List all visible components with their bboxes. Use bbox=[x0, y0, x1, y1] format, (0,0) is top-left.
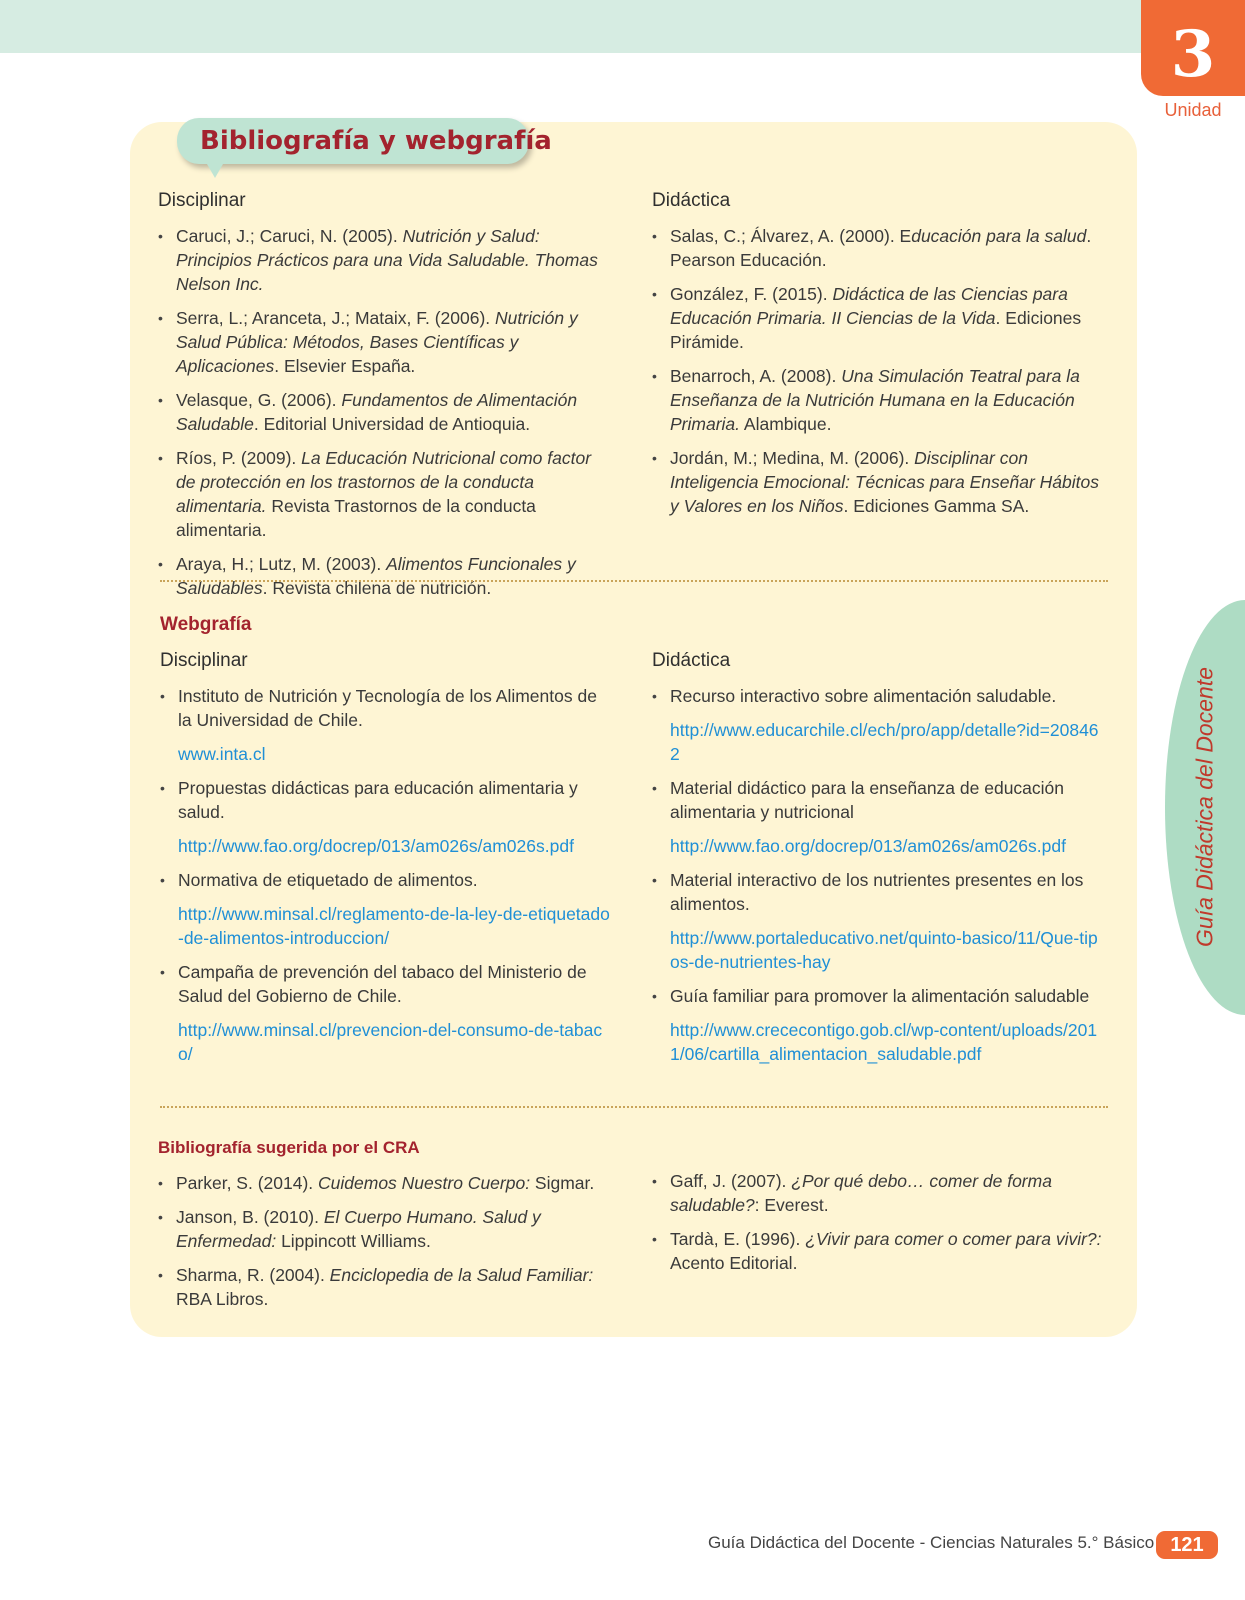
link[interactable]: http://www.portaleducativo.net/quinto-basico/11/Que-tipos-de-nutrientes-hay bbox=[670, 928, 1098, 972]
list-item: • Parker, S. (2014). Cuidemos Nuestro Cuerpo: Sigmar. bbox=[158, 1171, 613, 1195]
unit-label: Unidad bbox=[1164, 100, 1222, 120]
list-item: • Sharma, R. (2004). Enciclopedia de la Salud Familiar: RBA Libros. bbox=[158, 1263, 613, 1311]
list-item: • Jordán, M.; Medina, M. (2006). Disciplinar con Inteligencia Emocional: Técnicas para Enseñar Hábitos y Valores en los Niños. Ediciones Gamma SA. bbox=[652, 446, 1107, 518]
web-didactica-list bbox=[652, 684, 1107, 1066]
bib-didactica bbox=[652, 188, 1107, 518]
list-item: • Salas, C.; Álvarez, A. (2000). Educación para la salud. Pearson Educación. bbox=[652, 224, 1107, 272]
list-item: • Benarroch, A. (2008). Una Simulación Teatral para la Enseñanza de la Nutrición Humana en la Educación Primaria. Alambique. bbox=[652, 364, 1107, 436]
cra-left-list bbox=[158, 1171, 613, 1311]
bib-didactica-list bbox=[652, 224, 1107, 518]
unit-number-tab: 3 bbox=[1141, 0, 1245, 96]
link[interactable]: http://www.educarchile.cl/ech/pro/app/detalle?id=208462 bbox=[670, 720, 1099, 764]
list-item: • Serra, L.; Aranceta, J.; Mataix, F. (2006). Nutrición y Salud Pública: Métodos, Bases Científicas y Aplicaciones. Elsevier España. bbox=[158, 306, 613, 378]
cra-heading: Bibliografía sugerida por el CRA bbox=[158, 1138, 420, 1157]
list-item: • Guía familiar para promover la alimentación saludable http://www.crececontigo.gob.cl/wp-content/uploads/2011/06/cartilla_alimentacion_saludable.pdf bbox=[652, 984, 1107, 1066]
list-item: • Propuestas didácticas para educación alimentaria y salud. http://www.fao.org/docrep/013/am026s/am026s.pdf bbox=[160, 776, 615, 858]
cra-left bbox=[158, 1135, 613, 1311]
list-item: • Tardà, E. (1996). ¿Vivir para comer o comer para vivir?: Acento Editorial. bbox=[652, 1227, 1107, 1275]
list-item: • Recurso interactivo sobre alimentación saludable. http://www.educarchile.cl/ech/pro/app/detalle?id=208462 bbox=[652, 684, 1107, 766]
web-didactica bbox=[652, 648, 1107, 1066]
web-didactica-heading: Didáctica bbox=[652, 650, 731, 671]
divider bbox=[160, 1106, 1108, 1108]
list-item: • Normativa de etiquetado de alimentos. http://www.minsal.cl/reglamento-de-la-ley-de-etiquetado-de-alimentos-introduccion/ bbox=[160, 868, 615, 950]
divider bbox=[160, 580, 1108, 582]
list-item: • Material interactivo de los nutrientes presentes en los alimentos. http://www.portaleducativo.net/quinto-basico/11/Que-tipos-de-nutrientes-hay bbox=[652, 868, 1107, 974]
list-item: • Velasque, G. (2006). Fundamentos de Alimentación Saludable. Editorial Universidad de Antioquia. bbox=[158, 388, 613, 436]
web-disciplinar-list bbox=[160, 684, 615, 1066]
link[interactable]: http://www.crececontigo.gob.cl/wp-content/uploads/2011/06/cartilla_alimentacion_saludable.pdf bbox=[670, 1020, 1098, 1064]
webgrafia-heading: Webgrafía bbox=[160, 614, 252, 635]
list-item: • Campaña de prevención del tabaco del Ministerio de Salud del Gobierno de Chile. http://www.minsal.cl/prevencion-del-consumo-de-tabaco/ bbox=[160, 960, 615, 1066]
list-item: • Araya, H.; Lutz, M. (2003). Alimentos Funcionales y Saludables. Revista chilena de nutrición. bbox=[158, 552, 613, 600]
web-disciplinar-heading: Disciplinar bbox=[160, 650, 248, 671]
web-disciplinar bbox=[160, 612, 615, 1066]
list-item: • González, F. (2015). Didáctica de las Ciencias para Educación Primaria. II Ciencias de la Vida. Ediciones Pirámide. bbox=[652, 282, 1107, 354]
list-item: • Instituto de Nutrición y Tecnología de los Alimentos de la Universidad de Chile. www.inta.cl bbox=[160, 684, 615, 766]
page-number: 121 bbox=[1156, 1531, 1218, 1559]
link[interactable]: www.inta.cl bbox=[178, 744, 266, 764]
bib-disciplinar-list bbox=[158, 224, 613, 600]
top-band bbox=[0, 0, 1245, 53]
list-item: • Caruci, J.; Caruci, N. (2005). Nutrición y Salud: Principios Prácticos para una Vida Saludable. Thomas Nelson Inc. bbox=[158, 224, 613, 296]
bib-didactica-heading: Didáctica bbox=[652, 190, 731, 211]
link[interactable]: http://www.minsal.cl/prevencion-del-consumo-de-tabaco/ bbox=[178, 1020, 603, 1064]
link[interactable]: http://www.fao.org/docrep/013/am026s/am026s.pdf bbox=[178, 836, 574, 856]
bib-disciplinar-heading: Disciplinar bbox=[158, 190, 246, 211]
side-label: Guía Didáctica del Docente bbox=[1191, 667, 1218, 947]
list-item: • Ríos, P. (2009). La Educación Nutricional como factor de protección en los trastornos de la conducta alimentaria. Revista Trastornos de la conducta alimentaria. bbox=[158, 446, 613, 542]
link[interactable]: http://www.fao.org/docrep/013/am026s/am026s.pdf bbox=[670, 836, 1066, 856]
list-item: • Janson, B. (2010). El Cuerpo Humano. Salud y Enfermedad: Lippincott Williams. bbox=[158, 1205, 613, 1253]
cra-right-list bbox=[652, 1169, 1107, 1275]
cra-right bbox=[652, 1159, 1107, 1275]
footer-text: Guía Didáctica del Docente - Ciencias Naturales 5.° Básico bbox=[708, 1533, 1155, 1552]
page-title: Bibliografía y webgrafía bbox=[200, 126, 552, 156]
bib-disciplinar bbox=[158, 188, 613, 600]
link[interactable]: http://www.minsal.cl/reglamento-de-la-ley-de-etiquetado-de-alimentos-introduccion/ bbox=[178, 904, 610, 948]
list-item: • Gaff, J. (2007). ¿Por qué debo… comer de forma saludable?: Everest. bbox=[652, 1169, 1107, 1217]
list-item: • Material didáctico para la enseñanza de educación alimentaria y nutricional http://www.fao.org/docrep/013/am026s/am026s.pdf bbox=[652, 776, 1107, 858]
